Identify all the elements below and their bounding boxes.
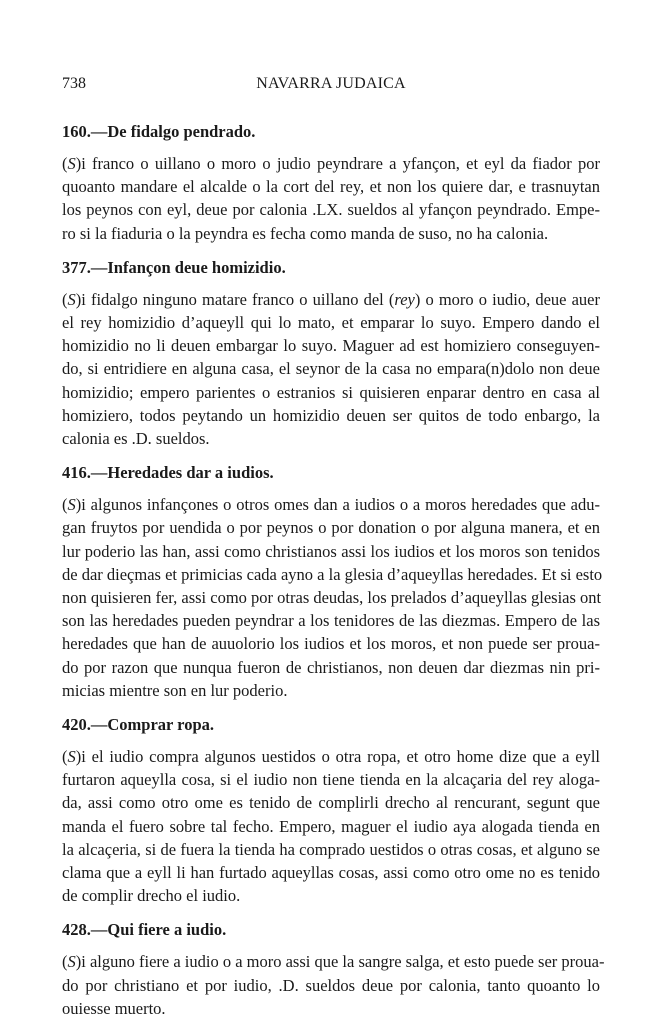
section-body: [62, 745, 600, 907]
law-section: [62, 256, 600, 450]
text-line: gan fruytos por uendida o por peynos o por donation o por alguna manera, et en: [62, 518, 600, 538]
law-section: [62, 461, 603, 702]
text-line: son las heredades pueden peyndrar a los tenidores de las diezmas. Empero de las: [62, 611, 600, 631]
text-line: homizidio no li deuen embargar lo suyo. Maguer ad est homiziero conseguyen-: [62, 336, 600, 356]
sections-container: [62, 120, 605, 1020]
text-line: de complir drecho el iudio.: [62, 886, 241, 906]
text-line: ro si la fiaduria o la peyndra es fecha como manda de suso, no ha calonia.: [62, 223, 549, 243]
text-line: manda el fuero sobre tal fecho. Empero, maguer el iudio aya alogada tienda en: [62, 816, 600, 836]
text-line: do por christiano et por iudio, .D. sueldos deue por calonia, tanto quoanto lo: [62, 975, 600, 995]
section-body: [62, 152, 600, 245]
text-line: los peynos con eyl, deue por calonia .LX. sueldos al yfançon peyndrado. Empe-: [62, 200, 600, 220]
section-heading: 377.—Infançon deue homizidio.: [62, 257, 286, 277]
section-body: [62, 950, 605, 1020]
text-line: homiziero, todos peytando un homizidio deuen ser quitos de todo enbargo, la: [62, 405, 600, 425]
section-heading: 416.—Heredades dar a iudios.: [62, 463, 274, 483]
section-heading: 428.—Qui fiere a iudio.: [62, 920, 227, 940]
text-line: de dar dieçmas et primicias cada ayno a la glesia d’aqueyllas heredades. Et si esto: [62, 564, 603, 584]
text-line: furtaron aqueylla cosa, si el iudio non tiene tienda en la alcaçaria del rey aloga-: [62, 770, 600, 790]
book-title: NAVARRA JUDAICA: [256, 75, 406, 92]
text-line: clama que a eyll li han furtado aqueyllas cosas, assi como otro ome no es tenido: [62, 863, 600, 883]
law-section: [62, 713, 600, 907]
section-body: [62, 493, 603, 702]
text-line: el rey homizidio d’aqueyll qui lo mato, et emparar lo suyo. Empero dando el: [62, 313, 600, 333]
text-line: heredades que han de auuolorio los iudios et los moros, et non puede ser proua-: [62, 634, 600, 654]
text-line: ouiesse muerto.: [62, 998, 166, 1018]
text-line: (S)i alguno fiere a iudio o a moro assi que la sangre salga, et esto puede ser proua-: [62, 952, 605, 972]
page-number: 738: [62, 75, 86, 92]
law-section: [62, 120, 600, 245]
document-page: [62, 72, 605, 1020]
text-line: do, si entridiere en alguna casa, el seynor de la casa no empara(n)dolo non deue: [62, 359, 600, 379]
section-heading: 160.—De fidalgo pendrado.: [62, 122, 256, 141]
text-line: micias mientre son en lur poderio.: [62, 680, 288, 700]
text-line: la alcaçeria, si de fuera la tienda ha comprado uestidos o otras cosas, et alguno se: [62, 839, 600, 859]
text-line: do por razon que nunqua fueron de christianos, non deuen dar diezmas nin pri-: [62, 657, 600, 677]
section-body: [62, 288, 600, 450]
text-line: quoanto mandare el alcalde o la cort del rey, et non los quiere dar, e trasnuytan: [62, 177, 600, 197]
text-line: da, assi como otro ome es tenido de complirli drecho al rencurant, segunt que: [62, 793, 600, 813]
text-line: (S)i algunos infançones o otros omes dan a iudios o a moros heredades que adu-: [62, 495, 600, 515]
text-line: (S)i el iudio compra algunos uestidos o otra ropa, et otro home dize que a eyll: [62, 747, 600, 767]
law-section: [62, 918, 605, 1020]
text-line: calonia es .D. sueldos.: [62, 429, 210, 449]
text-line: non quisieren fer, assi como por otras deudas, los prelados d’aqueyllas glesias ont: [62, 588, 602, 608]
text-line: homizidio; empero parientes o estranios si quisieren enparar dentro en casa al: [62, 382, 600, 402]
section-heading: 420.—Comprar ropa.: [62, 715, 215, 735]
text-line: lur poderio las han, assi como christianos assi los iudios et los moros son tenidos: [62, 541, 600, 561]
text-line: (S)i fidalgo ninguno matare franco o uillano del (rey) o moro o iudio, deue auer: [62, 289, 601, 309]
running-head: [62, 72, 600, 96]
text-line: (S)i franco o uillano o moro o judio peyndrare a yfançon, et eyl da fiador por: [62, 154, 600, 173]
